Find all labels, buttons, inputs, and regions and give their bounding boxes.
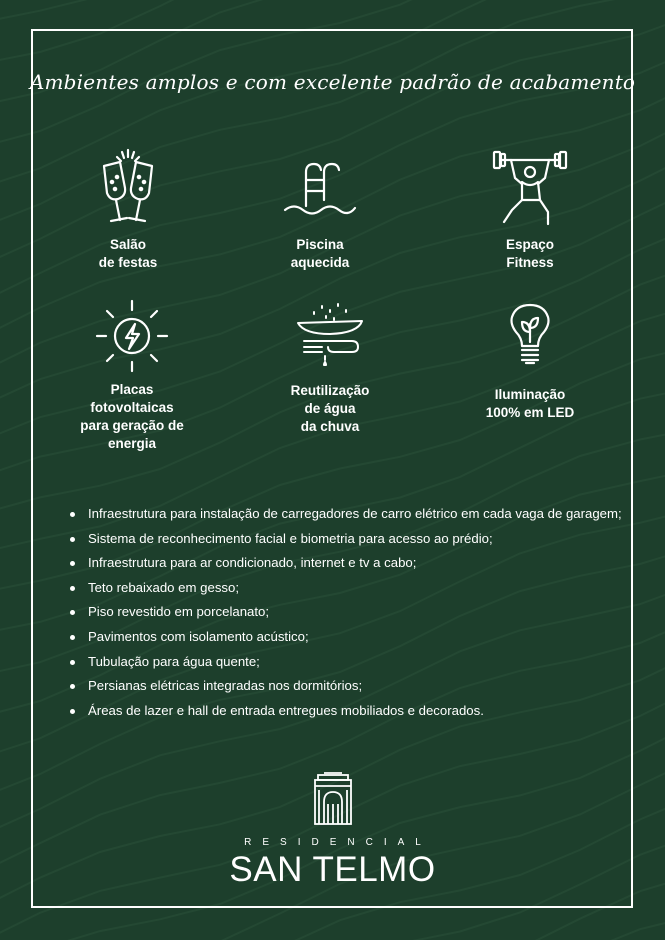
list-item: Piso revestido em porcelanato; [70, 600, 630, 625]
amenity-solar-panels [47, 298, 217, 453]
headline: Ambientes amplos e com excelente padrão de acabamento [29, 70, 636, 94]
brand-subtitle: RESIDENCIAL [244, 837, 432, 848]
list-item: Pavimentos com isolamento acústico; [70, 625, 630, 650]
list-item: Áreas de lazer e hall de entrada entregues mobiliados e decorados. [70, 699, 630, 724]
list-item: Teto rebaixado em gesso; [70, 576, 630, 601]
background-wave-line [0, 915, 665, 940]
features-list [70, 502, 630, 723]
amenity-heated-pool [235, 160, 405, 272]
amenity-rainwater-reuse [245, 300, 415, 436]
amenity-party-hall [43, 148, 213, 272]
amenity-led-lighting [445, 302, 615, 422]
champagne-toast-icon [98, 148, 158, 230]
amenity-label: Reutilização de água da chuva [290, 383, 370, 434]
brand-name: SAN TELMO [229, 850, 436, 889]
amenity-label: Iluminação 100% em LED [485, 387, 575, 420]
rainwater-reuse-icon [292, 300, 368, 366]
amenity-label: Piscina aquecida [290, 237, 350, 270]
amenity-label: Espaço Fitness [505, 237, 555, 270]
list-item: Sistema de reconhecimento facial e biometria para acesso ao prédio; [70, 527, 630, 552]
amenity-label: Salão de festas [98, 237, 158, 270]
weightlifter-icon [490, 148, 570, 230]
background-wave-line [0, 0, 665, 23]
list-item: Infraestrutura para ar condicionado, internet e tv a cabo; [70, 551, 630, 576]
pool-ladder-icon [282, 160, 358, 222]
list-item: Infraestrutura para instalação de carregadores de carro elétrico em cada vaga de garagem; [70, 502, 630, 527]
amenity-fitness [445, 148, 615, 272]
solar-energy-icon [94, 298, 170, 374]
brand-block [0, 770, 665, 890]
arch-gate-logo-icon [312, 770, 354, 826]
amenity-label: Placas fotovoltaicas para geração de energia [80, 382, 184, 451]
list-item: Tubulação para água quente; [70, 650, 630, 675]
list-item: Persianas elétricas integradas nos dormitórios; [70, 674, 630, 699]
led-bulb-icon [508, 302, 552, 368]
